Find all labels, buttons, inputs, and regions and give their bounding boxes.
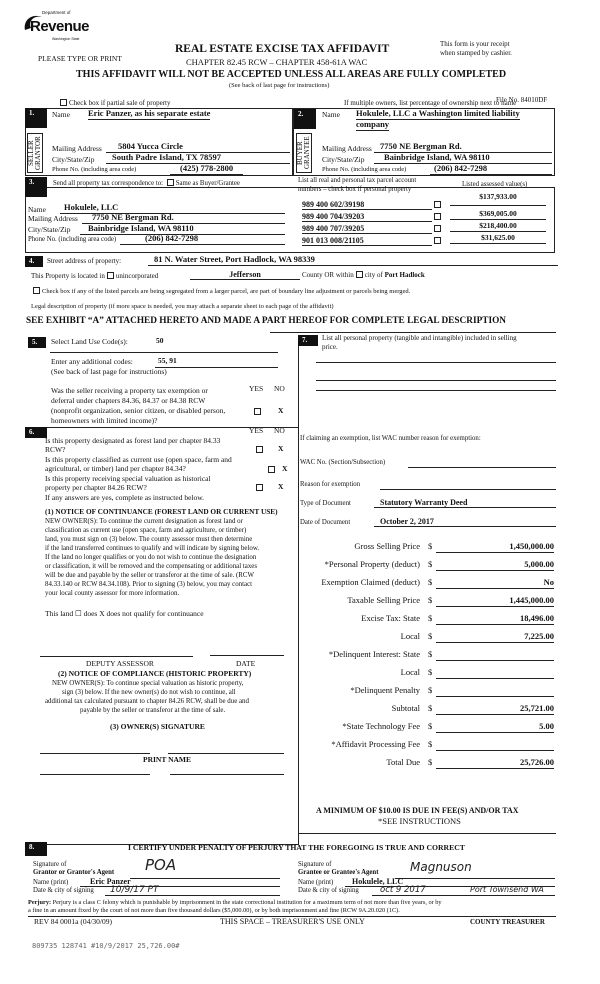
dollar-sign: $ (428, 757, 433, 767)
see-instructions: *SEE INSTRUCTIONS (378, 816, 461, 826)
doc-date-label: Date of Document (300, 519, 351, 526)
buyer-side-label: BUYER GRANTEE (296, 133, 312, 173)
seller-mail[interactable]: 5804 Yucca Circle (106, 142, 290, 153)
wac-input[interactable] (408, 467, 556, 468)
perjury-label: Perjury: (28, 899, 52, 906)
city: Port Hadlock (384, 271, 425, 279)
exemption-question: homeowners with limited income)? (51, 416, 158, 425)
sec3-name[interactable]: Hokulele, LLC (60, 203, 285, 214)
perjury-text: Perjury is a class C felony which is punishable by imprisonment in the state correctional institution for a maximum term of not more than five years, or by (52, 899, 442, 906)
amount-label: Gross Selling Price (354, 541, 420, 551)
cashier-stamp: 809735 128741 #10/9/2017 25,726.00# (32, 942, 180, 950)
seller-name-label: Name (52, 110, 70, 119)
amount-label: *Affidavit Processing Fee (331, 739, 420, 749)
yes-header: YES (249, 384, 264, 393)
text-line: 84.33.140 or RCW 84.34.108). Prior to signing (3) below, you may contact (45, 581, 253, 588)
continuance-title: (1) NOTICE OF CONTINUANCE (FOREST LAND OR CURRENT USE) (45, 507, 278, 516)
amount-value[interactable]: 1,445,000.00 (436, 596, 554, 607)
answers-note: If any answers are yes, complete as instructed below. (45, 493, 205, 502)
partial-sale[interactable] (58, 99, 170, 107)
personal-property-checkbox[interactable] (434, 213, 441, 220)
date-label: DATE (236, 659, 256, 668)
form-title: REAL ESTATE EXCISE TAX AFFIDAVIT (175, 43, 390, 55)
grantee-date[interactable]: oct 9 2017 (380, 885, 426, 895)
assessed-value-header: Listed assessed value(s) (462, 181, 528, 188)
amount-value[interactable]: 7,225.00 (436, 632, 554, 643)
street-address[interactable]: 81 N. Water Street, Port Hadlock, WA 98339 (148, 255, 558, 266)
current-use-yes-checkbox[interactable] (268, 466, 275, 473)
owner-signature-line (168, 753, 284, 754)
seller-city[interactable]: South Padre Island, TX 78597 (106, 153, 290, 164)
text-line: your local county assessor for more information. (45, 590, 180, 597)
grantee-name-label: Name (print) (298, 879, 334, 886)
street-label: Street address of property: (47, 257, 122, 265)
section-2-number: 2. (294, 109, 316, 129)
amount-value[interactable]: 5.00 (436, 722, 554, 733)
same-as-buyer-label: Same as Buyer/Grantee (175, 180, 240, 187)
personal-property-line[interactable] (316, 380, 556, 381)
no-header: NO (274, 426, 285, 435)
exemption-question: (nonprofit organization, senior citizen, or disabled person, (51, 406, 226, 415)
section-4-number: 4. (25, 256, 43, 267)
additional-line (155, 367, 278, 368)
reason-label: Reason for exemption (300, 481, 361, 488)
section-5-number: 5. (28, 337, 46, 348)
personal-property-line[interactable] (316, 390, 556, 391)
exemption-question: Was the seller receiving a property tax exemption or (51, 386, 208, 395)
multiple-owners-note: If multiple owners, list percentage of ownership next to name (344, 99, 517, 107)
amount-label: Subtotal (391, 703, 420, 713)
doc-type-label: Type of Document (300, 500, 351, 507)
grantor-sig-line (130, 878, 280, 879)
treasurer-space: THIS SPACE – TREASURER'S USE ONLY (220, 917, 365, 926)
assessed-value[interactable]: $218,400.00 (450, 222, 546, 232)
buyer-name-1[interactable]: Hokulele, LLC a Washington limited liability (356, 108, 520, 118)
no-header: NO (274, 384, 285, 393)
dollar-sign: $ (428, 649, 433, 659)
grantor-sig-label: Signature of (33, 861, 67, 868)
assessed-value[interactable]: $369,005.00 (450, 210, 546, 220)
dor-logo (22, 8, 90, 46)
owner-signature-title: (3) OWNER(S) SIGNATURE (110, 722, 205, 731)
land-use-code[interactable]: 50 (156, 336, 164, 345)
logo-state: Washington State (52, 37, 80, 41)
receipt-note-1: This form is your receipt (440, 40, 510, 48)
seller-phone-label: Phone No. (including area code) (52, 166, 137, 173)
amount-label: Exemption Claimed (deduct) (321, 577, 420, 587)
section-3-number: 3. (25, 177, 47, 197)
buyer-city[interactable]: Bainbridge Island, WA 98110 (374, 153, 552, 164)
dollar-sign: $ (428, 613, 433, 623)
located-label: This Property is located in (31, 272, 105, 280)
forest-land-question: RCW? (45, 445, 66, 454)
sec3-mail[interactable]: 7750 NE Bergman Rd. (82, 213, 285, 224)
text-line: will be due and payable by the seller or transferor at the time of sale. (RCW (45, 572, 254, 579)
grantor-name-label: Name (print) (33, 879, 69, 886)
amount-value[interactable]: 18,496.00 (436, 614, 554, 625)
county-or-within: County OR within (302, 271, 354, 279)
legal-description-label: Legal description of property (if more space is needed, you may attach a separate sheet to each page of the affidavit) (31, 303, 334, 310)
text-line: or classification, it will be removed and the compensating or additional taxes (45, 563, 258, 570)
location-line (31, 272, 158, 280)
parcel-number[interactable]: 989 400 707/39205 (302, 224, 432, 234)
amount-label: *Personal Property (deduct) (324, 559, 420, 569)
grantee-city[interactable]: Port Townsend WA (470, 885, 544, 894)
amount-label: Excise Tax: State (361, 613, 420, 623)
grantee-name[interactable]: Hokulele, LLC (352, 877, 404, 886)
perjury-line-2: a fine in an amount fixed by the court of not more than five thousand dollars ($5,000.00), or by both imprisonment and fine (RCW 9A.20.020 (1C). (28, 907, 400, 914)
personal-property-checkbox[interactable] (434, 237, 441, 244)
buyer-name-label: Name (322, 110, 340, 119)
amount-value[interactable] (436, 740, 554, 751)
divider (299, 833, 556, 834)
certify-statement: I CERTIFY UNDER PENALTY OF PERJURY THAT THE FOREGOING IS TRUE AND CORRECT (128, 843, 465, 852)
exemption-label: If claiming an exemption, list WAC number reason for exemption: (300, 435, 481, 442)
sec3-phone[interactable]: (206) 842-7298 (120, 234, 285, 245)
exemption-question: deferral under chapters 84.36, 84.37 or 84.38 RCW (51, 396, 206, 405)
historic-yes-checkbox[interactable] (256, 484, 263, 491)
dollar-sign: $ (428, 703, 433, 713)
warning: THIS AFFIDAVIT WILL NOT BE ACCEPTED UNLESS ALL AREAS ARE FULLY COMPLETED (76, 69, 507, 80)
current-use-question: agricultural, or timber) land per chapter 84.34? (45, 464, 186, 473)
historic-question: property per chapter 84.26 RCW? (45, 483, 147, 492)
sec3-phone-label: Phone No. (including area code) (28, 236, 117, 243)
dollar-sign: $ (428, 595, 433, 605)
deputy-date-line (210, 655, 284, 656)
land-use-label: Select Land Use Code(s): (51, 337, 128, 346)
file-no: File No. 84010DF (496, 96, 548, 104)
buyer-mail-label: Mailing Address (322, 144, 372, 153)
personal-property-line[interactable] (316, 362, 556, 363)
county[interactable]: Jefferson (190, 270, 300, 280)
buyer-city-label: City/State/Zip (322, 155, 365, 164)
unincorporated-checkbox[interactable] (107, 272, 114, 279)
segregated-checkbox[interactable] (33, 287, 40, 294)
amount-value[interactable] (436, 686, 554, 697)
amount-label: *Delinquent Penalty (350, 685, 420, 695)
buyer-name-2[interactable]: company (356, 119, 390, 129)
grantor-date-line (105, 895, 280, 896)
section-1-number: 1. (25, 108, 47, 128)
amount-label: *State Technology Fee (342, 721, 420, 731)
grantee-sig-label: Signature of (298, 861, 332, 868)
segregated-line (31, 287, 410, 295)
text-line: additional tax calculated pursuant to chapter 84.26 RCW, shall be due and (45, 698, 249, 705)
send-label: Send all property tax correspondence to: (53, 180, 164, 187)
seller-name[interactable]: Eric Panzer, as his separate estate (88, 108, 211, 118)
assessed-value[interactable]: $137,933.00 (450, 193, 546, 206)
doc-type[interactable]: Statutory Warranty Deed (374, 498, 556, 508)
dollar-sign: $ (428, 631, 433, 641)
exemption-yes-checkbox[interactable] (254, 408, 261, 415)
logo-dept: Department of (42, 10, 71, 15)
wac-label: WAC No. (Section/Subsection) (300, 459, 386, 466)
print-name-line (170, 774, 284, 775)
seller-mail-label: Mailing Address (52, 144, 102, 153)
amount-label: *Delinquent Interest: State (328, 649, 420, 659)
grantee-date-line (372, 895, 555, 896)
compliance-title: (2) NOTICE OF COMPLIANCE (HISTORIC PROPERTY) (58, 669, 252, 678)
grantor-date-label: Date & city of signing (33, 887, 94, 894)
assessed-value[interactable]: $31,625.00 (450, 234, 546, 244)
text-line: NEW OWNER(S): To continue special valuation as historic property, (52, 680, 244, 687)
current-use-no-mark[interactable]: X (282, 464, 288, 473)
see-back: (See back of last page for instructions) (229, 82, 330, 89)
amount-label: Total Due (386, 757, 420, 767)
seller-city-label: City/State/Zip (52, 155, 95, 164)
additional-codes-label: Enter any additional codes: (51, 357, 133, 366)
partial-sale-checkbox[interactable] (60, 99, 67, 106)
amount-value[interactable]: 5,000.00 (436, 560, 554, 571)
reason-input[interactable] (380, 489, 556, 490)
grantor-agent-label: Grantor or Grantor's Agent (33, 869, 115, 876)
print-name-line (40, 774, 150, 775)
current-use-question: Is this property classified as current use (open space, farm and (45, 455, 232, 464)
land-use-line (50, 352, 278, 353)
sec3-city-label: City/State/Zip (28, 225, 71, 234)
dollar-sign: $ (428, 685, 433, 695)
continuance-answer[interactable]: This land ☐ does X does not qualify for continuance (45, 609, 204, 618)
exemption-no-mark[interactable]: X (278, 406, 284, 415)
section-7-number: 7. (298, 335, 318, 346)
seller-phone[interactable]: (425) 778-2800 (170, 164, 243, 175)
historic-no-mark[interactable]: X (278, 482, 284, 491)
grantee-signature[interactable]: Magnuson (410, 860, 472, 874)
receipt-note-2: when stamped by cashier. (440, 49, 512, 57)
legal-description[interactable]: SEE EXHIBIT “A” ATTACHED HERETO AND MADE A PART HEREOF FOR COMPLETE LEGAL DESCRIPTION (26, 316, 507, 326)
grantee-agent-label: Grantee or Grantee's Agent (298, 869, 379, 876)
text-line: If the land no longer qualifies or you do not wish to continue the designation (45, 554, 257, 561)
deputy-signature-line (40, 656, 193, 657)
parcel-header-1: List all real and personal tax parcel account (298, 177, 417, 184)
dollar-sign: $ (428, 577, 433, 587)
minimum-due-note: A MINIMUM OF $10.00 IS DUE IN FEE(S) AND/OR TAX (316, 806, 519, 815)
owner-signature-line (40, 753, 150, 754)
doc-date[interactable]: October 2, 2017 (374, 517, 556, 527)
please-type: PLEASE TYPE OR PRINT (38, 54, 122, 63)
parcel-number[interactable]: 901 013 008/21105 (302, 236, 432, 246)
sec3-name-label: Name (28, 205, 46, 214)
dollar-sign: $ (428, 559, 433, 569)
form-revision: REV 84 0001a (04/30/09) (34, 917, 112, 926)
historic-question: Is this property receiving special valuation as historical (45, 474, 211, 483)
parcel-number[interactable]: 989 400 704/39203 (302, 212, 432, 222)
yes-header: YES (249, 426, 264, 435)
unincorporated-label: unincorporated (115, 272, 159, 280)
print-name-label: PRINT NAME (143, 755, 191, 764)
same-as-buyer-checkbox[interactable] (167, 179, 174, 186)
forest-land-question: Is this property designated as forest land per chapter 84.33 (45, 436, 221, 445)
segregated-label: Check box if any of the listed parcels are being segregated from a larger parcel, are part of boundary line adjustment or parcels being merged. (42, 288, 411, 295)
additional-codes[interactable]: 55, 91 (158, 356, 177, 365)
dollar-sign: $ (428, 541, 433, 551)
perjury-line-1 (28, 899, 442, 906)
section-6-number: 6. (25, 427, 47, 438)
dollar-sign: $ (428, 667, 433, 677)
personal-property-checkbox[interactable] (434, 201, 441, 208)
text-line: payable by the seller or transferor at the time of sale. (80, 707, 226, 714)
grantee-sig-line (395, 878, 555, 879)
amount-value[interactable] (436, 668, 554, 679)
partial-sale-label: Check box if partial sale of property (69, 99, 171, 107)
city-of-label: city of (364, 271, 383, 279)
buyer-phone-label: Phone No. (including area code) (322, 166, 407, 173)
amount-value[interactable]: 25,726.00 (436, 758, 554, 769)
amount-label: Local (400, 667, 420, 677)
seller-side-label: SELLER GRANTOR (27, 133, 43, 173)
deputy-assessor-label: DEPUTY ASSESSOR (86, 659, 154, 668)
amount-value[interactable]: 25,721.00 (436, 704, 554, 715)
text-line: land, you must sign on (3) below. The county assessor must then determine (45, 536, 253, 543)
personal-property-label: price. (322, 343, 338, 351)
dollar-sign: $ (428, 721, 433, 731)
buyer-phone[interactable]: (206) 842-7298 (430, 164, 552, 175)
forest-yes-checkbox[interactable] (256, 446, 263, 453)
personal-property-checkbox[interactable] (434, 225, 441, 232)
text-line: sign (3) below. If the new owner(s) do not wish to continue, all (62, 689, 236, 696)
forest-no-mark[interactable]: X (278, 444, 284, 453)
amount-label: Local (400, 631, 420, 641)
grantor-date[interactable]: 10/9/17 PT (110, 885, 159, 895)
text-line: NEW OWNER(S): To continue the current designation as forest land or (45, 518, 243, 525)
divider (270, 332, 556, 333)
amount-value[interactable] (436, 650, 554, 661)
send-correspondence (53, 179, 240, 188)
text-line: classification as current use (open space, farm and agriculture, or timber) (45, 527, 247, 534)
see-back-5: (See back of last page for instructions) (51, 367, 167, 376)
amount-value[interactable]: 1,450,000.00 (436, 542, 554, 553)
personal-property-label: List all personal property (tangible and intangible) included in selling (322, 334, 517, 342)
parcel-header-2: numbers – check box if personal property (298, 186, 412, 193)
sec3-mail-label: Mailing Address (28, 214, 78, 223)
parcel-number[interactable]: 989 400 602/39198 (302, 200, 432, 210)
logo-name: Revenue (30, 18, 90, 35)
amount-value[interactable]: No (436, 578, 554, 589)
city-checkbox[interactable] (356, 271, 363, 278)
grantor-name[interactable]: Eric Panzer (90, 877, 131, 886)
buyer-mail[interactable]: 7750 NE Bergman Rd. (374, 142, 552, 153)
sec3-city[interactable]: Bainbridge Island, WA 98110 (80, 224, 285, 235)
county-label (302, 271, 425, 279)
form-chapter: CHAPTER 82.45 RCW – CHAPTER 458-61A WAC (186, 57, 368, 67)
amount-label: Taxable Selling Price (347, 595, 420, 605)
county-treasurer: COUNTY TREASURER (470, 918, 545, 926)
dollar-sign: $ (428, 739, 433, 749)
grantee-date-label: Date & city of signing (298, 887, 359, 894)
text-line: if the land transferred continues to qualify and will indicate by signing below. (45, 545, 260, 552)
section-8-number: 8. (25, 842, 47, 856)
grantor-signature[interactable]: POA (145, 856, 177, 874)
